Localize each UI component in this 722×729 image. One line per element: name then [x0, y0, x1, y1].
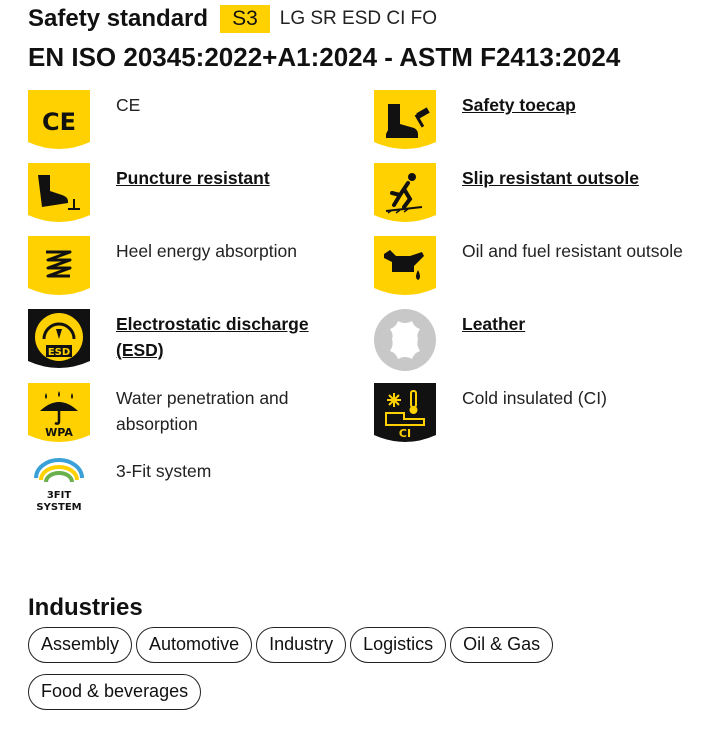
- feature-label: Cold insulated (CI): [462, 388, 607, 408]
- industry-chip-food-beverages[interactable]: Food & beverages: [28, 674, 201, 710]
- feature-label-link[interactable]: Leather: [462, 314, 526, 334]
- 3fit-system-icon: [28, 456, 90, 518]
- feature-label: Oil and fuel resistant outsole: [462, 241, 683, 261]
- industry-chip-oil-gas[interactable]: Oil & Gas: [450, 627, 553, 663]
- feature-cold-insulated: [374, 383, 704, 449]
- safety-category-badge: S3: [220, 5, 270, 33]
- feature-ce: [28, 90, 358, 156]
- system-icon-text: SYSTEM: [36, 502, 82, 513]
- feature-puncture-resistant[interactable]: [28, 163, 358, 229]
- industry-chip-logistics[interactable]: Logistics: [350, 627, 446, 663]
- industries-title: Industries: [28, 594, 143, 621]
- ce-mark-icon: [28, 90, 90, 152]
- cold-insulated-icon: [374, 383, 436, 445]
- feature-label-link[interactable]: Safety toecap: [462, 95, 576, 115]
- feature-label-link[interactable]: Slip resistant outsole: [462, 168, 639, 188]
- 3fit-icon-text: 3FIT: [46, 490, 72, 501]
- safety-codes: LG SR ESD CI FO: [279, 8, 438, 29]
- feature-label: Water penetration and absorption: [116, 388, 289, 434]
- safety-standard-header: [28, 4, 437, 34]
- wpa-icon-text: WPA: [45, 426, 73, 439]
- feature-leather[interactable]: [374, 309, 704, 375]
- feature-safety-toecap[interactable]: [374, 90, 704, 156]
- feature-label: 3-Fit system: [116, 461, 212, 481]
- puncture-resistant-icon: [28, 163, 90, 225]
- heel-energy-icon: [28, 236, 90, 298]
- ci-icon-text: CI: [398, 427, 412, 440]
- industries-chip-list: [28, 627, 668, 710]
- feature-label: CE: [116, 95, 141, 115]
- safety-toecap-icon: [374, 90, 436, 152]
- feature-esd[interactable]: [28, 309, 358, 375]
- oil-fuel-icon: [374, 236, 436, 298]
- feature-label-link[interactable]: Electrostatic discharge (ESD): [116, 314, 309, 360]
- leather-icon: [374, 309, 436, 371]
- feature-water-penetration: [28, 383, 358, 449]
- feature-slip-resistant[interactable]: [374, 163, 704, 229]
- industry-chip-industry[interactable]: Industry: [256, 627, 346, 663]
- svg-text:CE: CE: [41, 108, 77, 136]
- feature-heel-energy: [28, 236, 358, 302]
- industry-chip-automotive[interactable]: Automotive: [136, 627, 252, 663]
- industry-chip-assembly[interactable]: Assembly: [28, 627, 132, 663]
- feature-oil-fuel-resistant: [374, 236, 704, 302]
- slip-resistant-icon: [374, 163, 436, 225]
- feature-label-link[interactable]: Puncture resistant: [116, 168, 270, 188]
- esd-icon-text: ESD: [47, 347, 71, 358]
- standard-title: EN ISO 20345:2022+A1:2024 - ASTM F2413:2024: [28, 42, 621, 72]
- feature-3fit-system: [28, 456, 358, 522]
- esd-icon: [28, 309, 90, 371]
- safety-standard-title: Safety standard: [28, 5, 209, 32]
- feature-label: Heel energy absorption: [116, 241, 297, 261]
- wpa-umbrella-icon: [28, 383, 90, 445]
